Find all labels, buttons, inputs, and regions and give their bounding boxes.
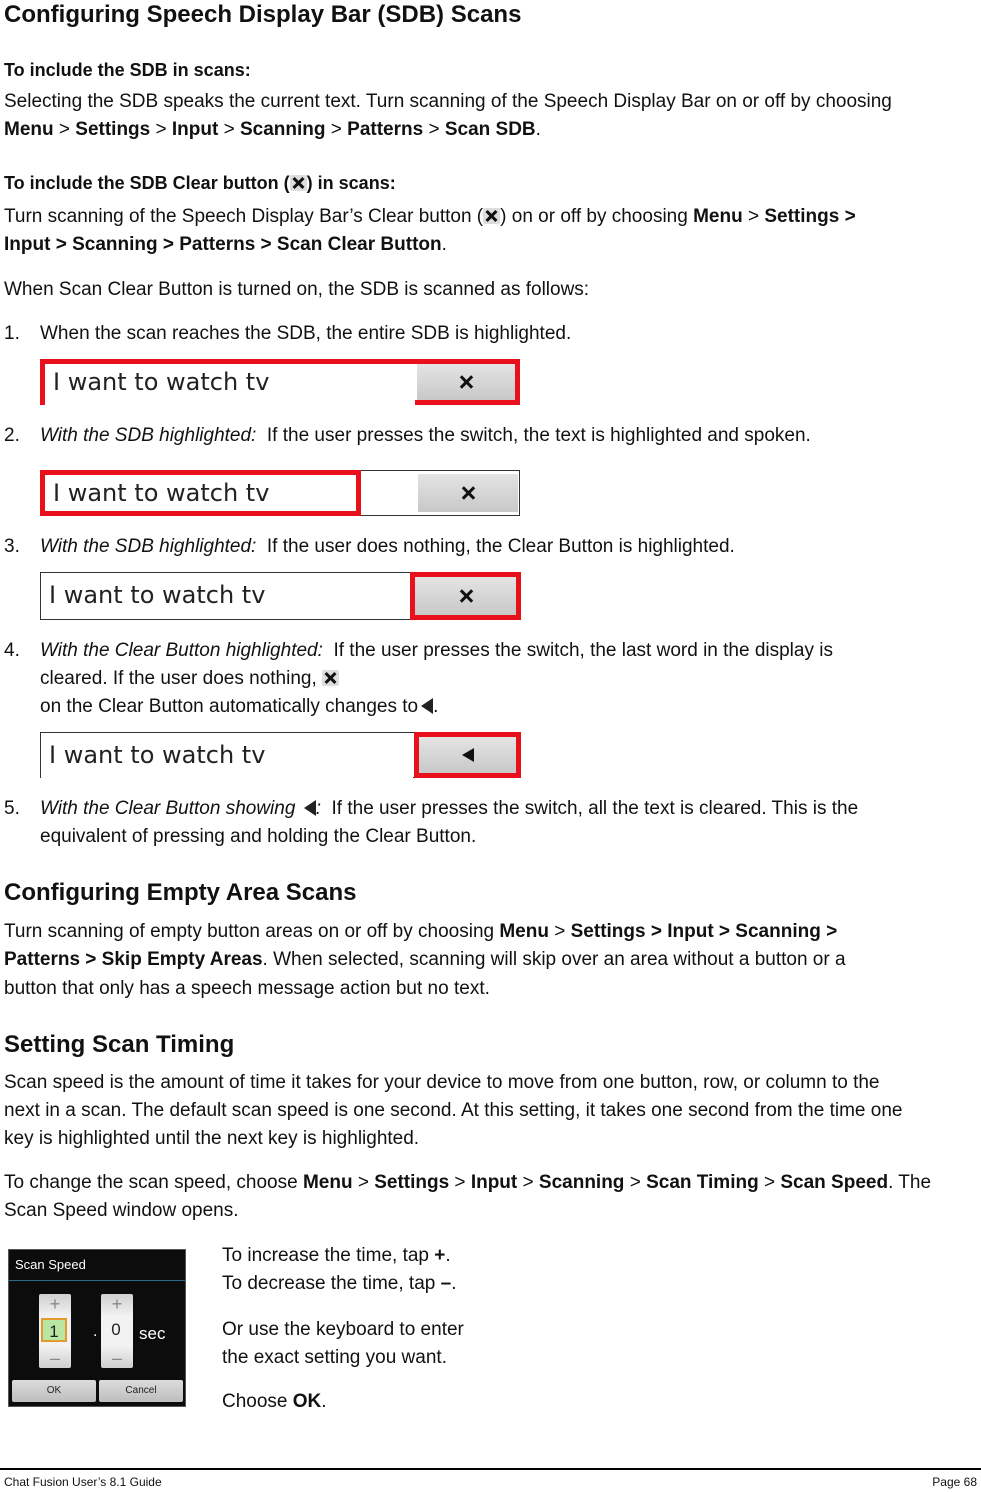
- section-title-empty: Configuring Empty Area Scans: [4, 879, 357, 906]
- step-2: 2. With the SDB highlighted: If the user presses the switch, the text is highlighted and spoken.: [4, 425, 811, 446]
- clear-path: Input > Scanning > Patterns > Scan Clear Button.: [4, 234, 447, 255]
- digit2-value[interactable]: 0: [111, 1320, 121, 1339]
- sdb-text[interactable]: I want to watch tv: [41, 573, 409, 619]
- dialog-title: Scan Speed: [15, 1257, 86, 1272]
- step-1: 1. When the scan reaches the SDB, the entire SDB is highlighted.: [4, 323, 572, 344]
- sdb-bar-step4[interactable]: [40, 732, 520, 778]
- sdb-bar-step3[interactable]: [40, 572, 520, 620]
- digit1-value[interactable]: 1: [41, 1318, 67, 1342]
- sdb-text[interactable]: I want to watch tv: [40, 470, 361, 516]
- empty-line2: Patterns > Skip Empty Areas. When selected, scanning will skip over an area without a button or a: [4, 949, 846, 970]
- sdb-clear-button[interactable]: [410, 572, 521, 620]
- clear-x-icon: [483, 208, 500, 224]
- close-icon: [459, 375, 473, 389]
- include-sdb-text: Selecting the SDB speaks the current text. Turn scanning of the Speech Display Bar on or off by choosing: [4, 91, 892, 112]
- digit2-spinner[interactable]: [101, 1294, 133, 1368]
- footer-page-number: Page 68: [932, 1475, 977, 1489]
- keyboard-text-l1: Or use the keyboard to enter: [222, 1319, 464, 1340]
- step-4-line2: cleared. If the user does nothing,: [40, 665, 339, 693]
- sdb-clear-button[interactable]: [418, 474, 518, 512]
- cancel-button[interactable]: Cancel: [99, 1380, 183, 1402]
- subheading-include-sdb: To include the SDB in scans:: [4, 60, 251, 80]
- plus-button[interactable]: +: [111, 1294, 123, 1314]
- clear-text: Turn scanning of the Speech Display Bar’s Clear button ( ) on or off by choosing Menu > Settings >: [4, 206, 856, 227]
- clear-x-icon: [290, 175, 307, 191]
- digit1-spinner[interactable]: [39, 1294, 71, 1368]
- decimal-dot: .: [93, 1323, 98, 1340]
- sdb-clear-button[interactable]: [414, 732, 521, 778]
- timing-para2-l2: Scan Speed window opens.: [4, 1200, 239, 1221]
- sdb-text[interactable]: I want to watch tv: [41, 733, 413, 779]
- dialog-divider: [9, 1280, 185, 1281]
- empty-line1: Turn scanning of empty button areas on or off by choosing Menu > Settings > Input > Scanning >: [4, 921, 838, 942]
- footer-guide-title: Chat Fusion User’s 8.1 Guide: [4, 1475, 162, 1489]
- unit-label: sec: [139, 1324, 166, 1343]
- close-icon: [459, 589, 473, 603]
- minus-button[interactable]: –: [111, 1348, 122, 1368]
- timing-para2: To change the scan speed, choose Menu > Settings > Input > Scanning > Scan Timing > Scan Speed. The: [4, 1172, 932, 1193]
- backspace-icon: [462, 748, 474, 762]
- close-icon: [461, 486, 475, 500]
- scan-speed-dialog: [8, 1249, 186, 1407]
- keyboard-text-l2: the exact setting you want.: [222, 1347, 447, 1368]
- subheading-include-clear: To include the SDB Clear button ( ) in scans:: [4, 173, 396, 193]
- step-4: 4. With the Clear Button highlighted: If the user presses the switch, the last word in the display is: [4, 640, 833, 661]
- step-5: 5. With the Clear Button showing : If the user presses the switch, all the text is cleared. This is the: [4, 798, 859, 819]
- step-5-line2: equivalent of pressing and holding the Clear Button.: [40, 826, 477, 847]
- sdb-bar-step2[interactable]: [40, 470, 520, 516]
- timing-para1-l2: next in a scan. The default scan speed is one second. At this setting, it takes one second from the time one: [4, 1100, 903, 1121]
- plus-button[interactable]: +: [49, 1294, 61, 1314]
- backspace-icon: [421, 698, 433, 714]
- timing-para1-l3: key is highlighted until the next key is highlighted.: [4, 1128, 420, 1149]
- when-text: When Scan Clear Button is turned on, the SDB is scanned as follows:: [4, 279, 590, 300]
- sdb-bar-step1[interactable]: [40, 359, 520, 405]
- decrease-text: To decrease the time, tap –.: [222, 1273, 457, 1294]
- increase-text: To increase the time, tap +.: [222, 1245, 451, 1266]
- ok-button[interactable]: OK: [12, 1380, 96, 1402]
- sdb-clear-button[interactable]: [417, 364, 515, 400]
- clear-x-icon: [322, 670, 339, 686]
- minus-button[interactable]: –: [49, 1348, 60, 1368]
- backspace-icon: [304, 800, 316, 816]
- sdb-text[interactable]: I want to watch tv: [45, 364, 415, 410]
- footer-divider: [0, 1468, 981, 1470]
- timing-para1-l1: Scan speed is the amount of time it takes for your device to move from one button, row, or column to the: [4, 1072, 880, 1093]
- empty-line3: button that only has a speech message action but no text.: [4, 978, 490, 999]
- include-sdb-path: Menu > Settings > Input > Scanning > Patterns > Scan SDB.: [4, 119, 541, 140]
- section-title-timing: Setting Scan Timing: [4, 1031, 235, 1058]
- step-4-line3: on the Clear Button automatically changes to .: [40, 696, 439, 717]
- section-title-sdb: Configuring Speech Display Bar (SDB) Scans: [4, 1, 522, 28]
- step-3: 3. With the SDB highlighted: If the user does nothing, the Clear Button is highlighted.: [4, 536, 735, 557]
- choose-ok-text: Choose OK.: [222, 1391, 327, 1412]
